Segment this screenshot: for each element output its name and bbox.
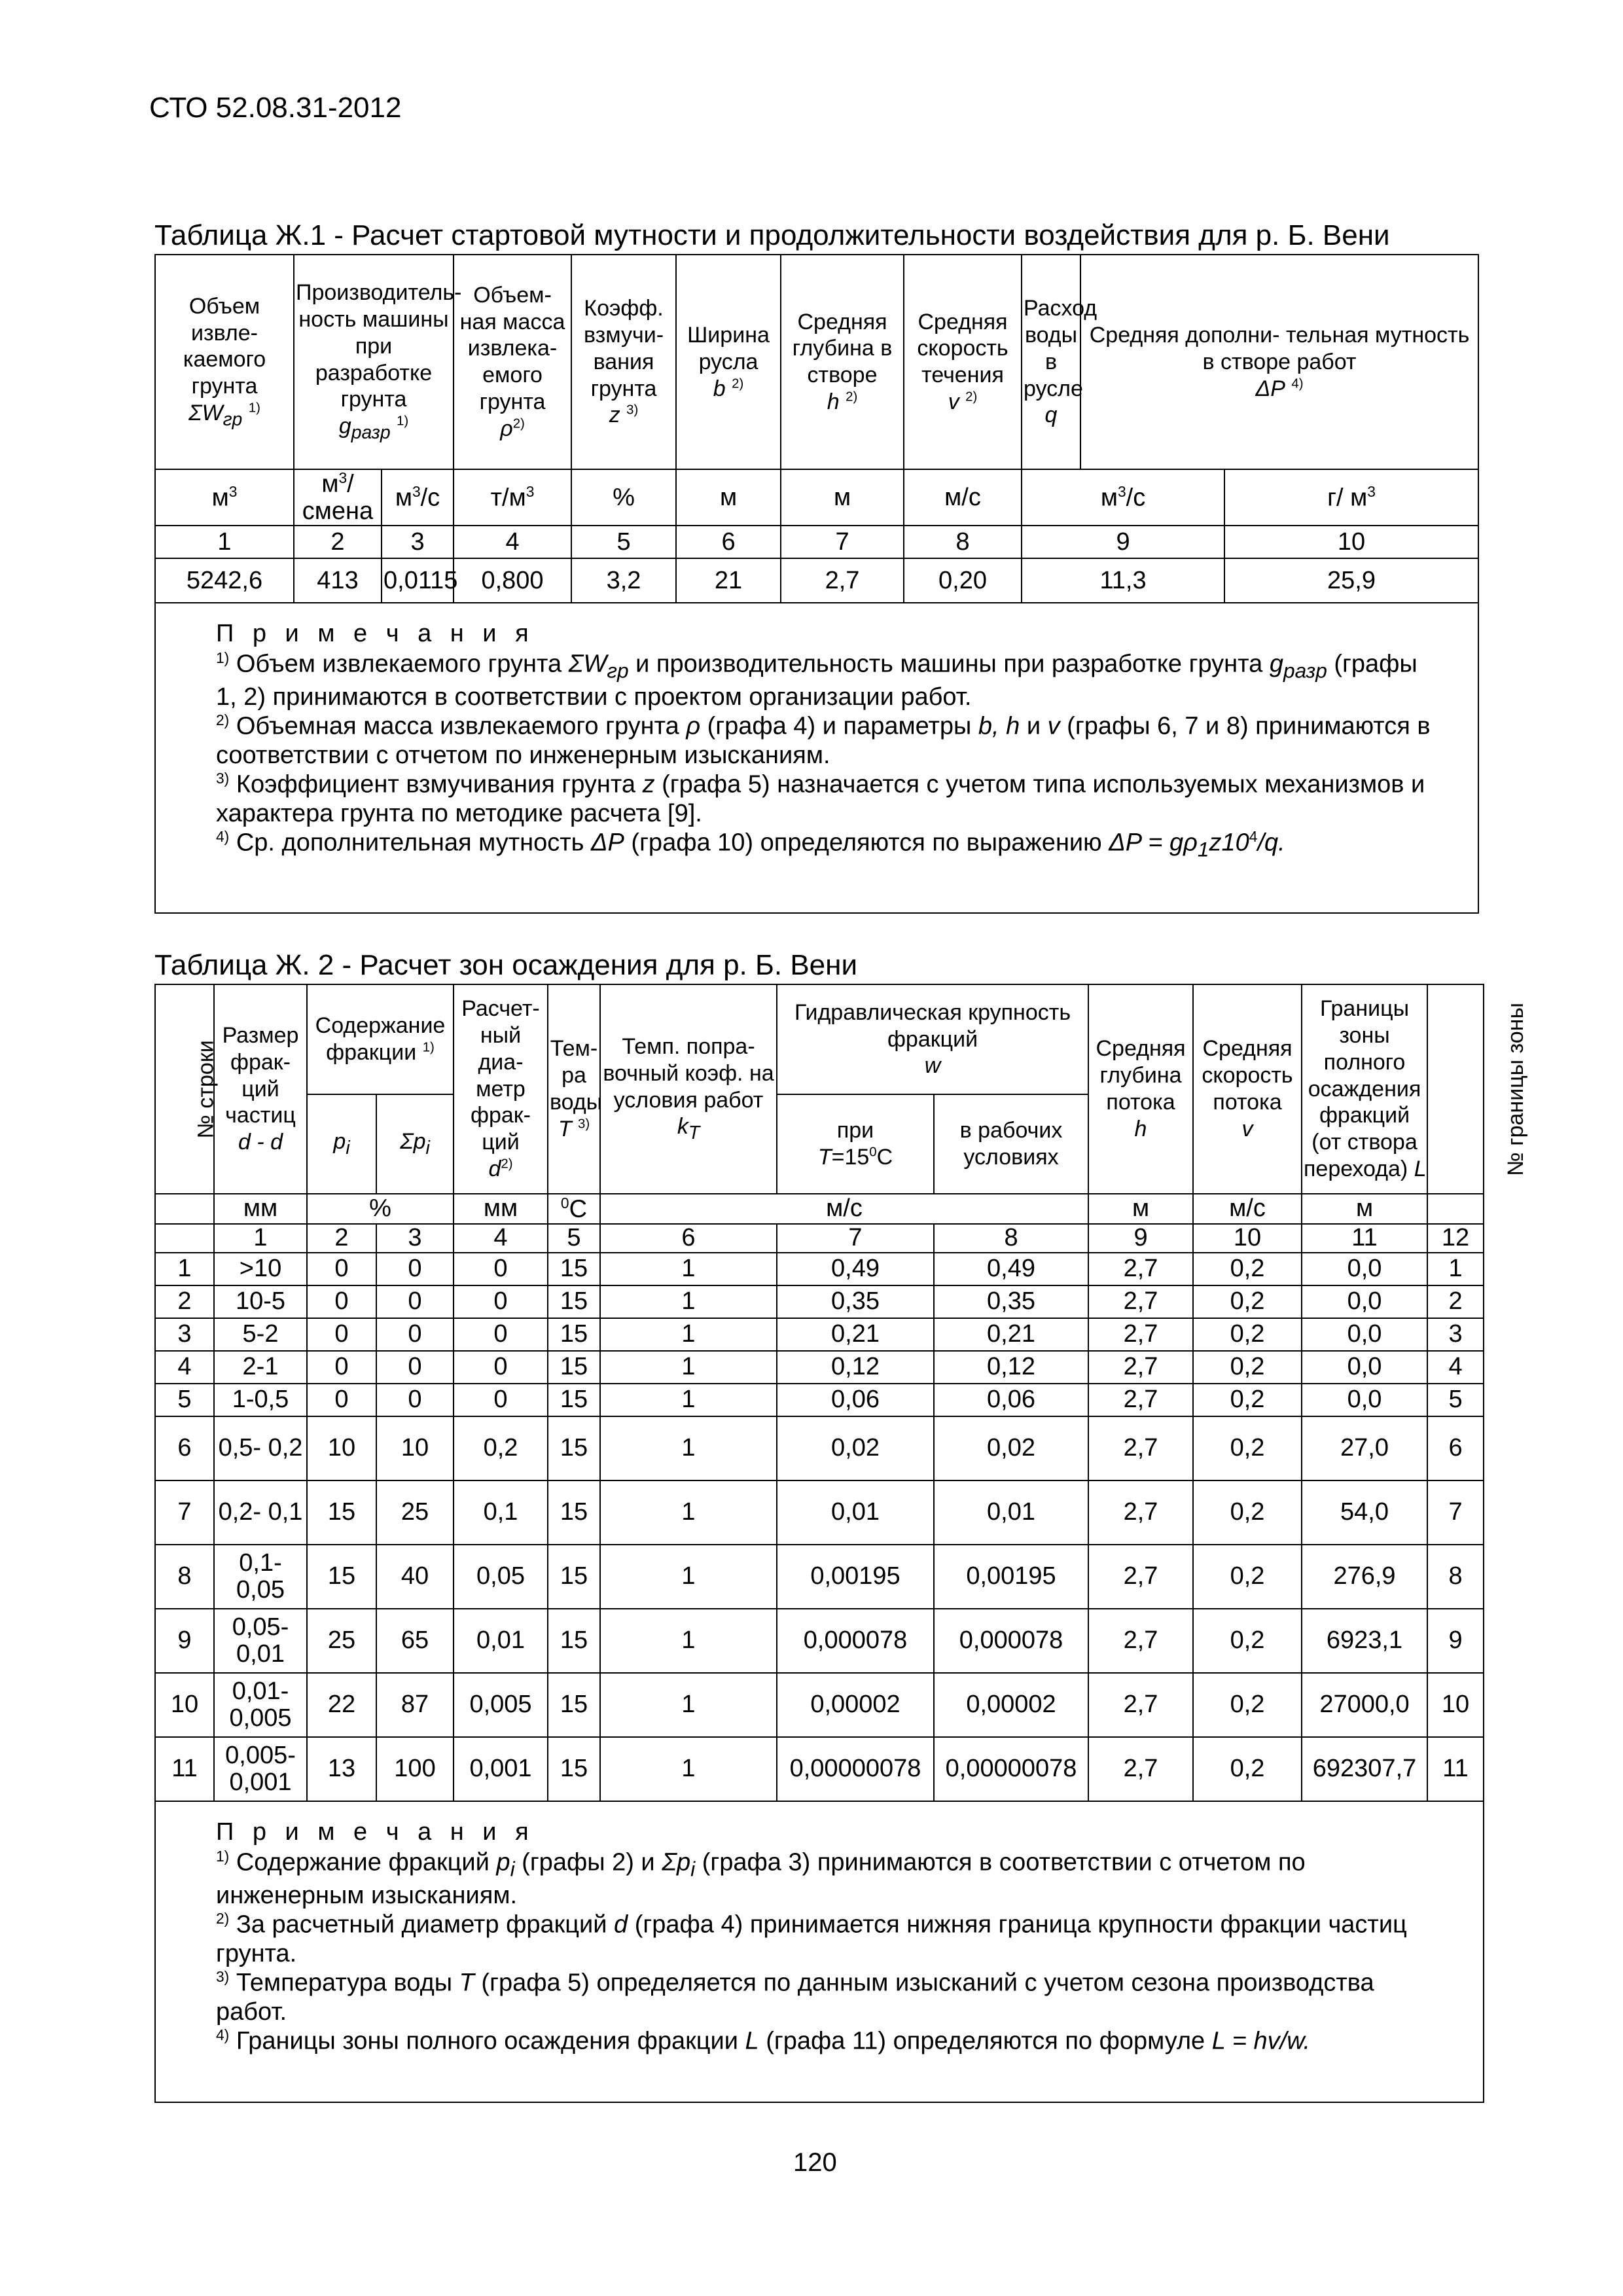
t1-unit: г/ $м^3$ xyxy=(1224,469,1478,526)
table-cell: 2,7 xyxy=(1088,1609,1193,1673)
table-cell: 0,0 xyxy=(1302,1253,1427,1285)
table-cell: 0,12 xyxy=(934,1351,1088,1384)
t2-unit: % xyxy=(307,1194,454,1224)
table-cell: 0,2 xyxy=(1193,1351,1302,1384)
table-cell: 0,06 xyxy=(934,1384,1088,1416)
table-cell: 15 xyxy=(548,1416,600,1480)
t1-head-turbidity: Средняя дополни- тельная мутность в створе работ ΔP $^{4)}$ xyxy=(1080,255,1478,469)
page-number: 120 xyxy=(793,2148,837,2177)
table-cell: 10 xyxy=(307,1416,376,1480)
t1-unit: $м^3/с$ xyxy=(1022,469,1224,526)
t2-note-1: $^{1)}$ Содержание фракций $p_i$ (графы 2) и $\Sigma p_i$ (графа 3) принимаются в соответствии с отчетом по инженерным изысканиям. xyxy=(216,1848,1306,1910)
t2-col-num: 11 xyxy=(1302,1224,1427,1253)
t2-col-num xyxy=(155,1224,214,1253)
table-cell: 0,0 xyxy=(1302,1285,1427,1318)
table-cell: 25 xyxy=(307,1609,376,1673)
table-cell: 0 xyxy=(454,1253,548,1285)
table-row xyxy=(155,1318,1484,1351)
table1-data-row xyxy=(155,558,1478,603)
t1-note-2: $^{2)}$ Объемная масса извлекаемого грунта ρ (графа 4) и параметры b, h и v (графы 6, 7 и 8) принимаются в соответствии с отчетом по инженерным изысканиям. xyxy=(216,711,1431,769)
t1-note-3: $^{3)}$ Коэффициент взмучивания грунта z (графа 5) назначается с учетом типа используемых механизмов и характера грунта по методике расчета [9]. xyxy=(216,770,1425,827)
t2-head-speed: Средняя скорость потока v xyxy=(1193,984,1302,1194)
t2-head-sum-pi: $\Sigma p_i$ xyxy=(376,1094,454,1194)
table-cell: 1 xyxy=(600,1416,777,1480)
table-cell: 27,0 xyxy=(1302,1416,1427,1480)
table-cell: 1 xyxy=(600,1545,777,1609)
table-cell: 0,001 xyxy=(454,1737,548,1801)
table2-body xyxy=(155,1253,1484,1801)
table-cell: 0,00000078 xyxy=(934,1737,1088,1801)
t2-head-depth: Средняя глубина потока h xyxy=(1088,984,1193,1194)
t2-unit: мм xyxy=(454,1194,548,1224)
table-cell: 2-1 xyxy=(214,1351,307,1384)
table-cell: 0,12 xyxy=(777,1351,934,1384)
table-cell: 7 xyxy=(1427,1480,1484,1545)
t1-unit: м xyxy=(676,469,781,526)
t2-unit: $^0$С xyxy=(548,1194,600,1224)
t1-notes-title: П р и м е ч а н и я xyxy=(216,620,535,648)
table-cell: 0,00002 xyxy=(934,1673,1088,1737)
table2-notes-row xyxy=(155,1801,1484,2102)
table1-notes xyxy=(155,603,1478,913)
t2-col-num: 3 xyxy=(376,1224,454,1253)
table-cell: 0,2- 0,1 xyxy=(214,1480,307,1545)
table-cell: 1 xyxy=(600,1253,777,1285)
table-cell: 2 xyxy=(155,1285,214,1318)
table-cell: 0,02 xyxy=(777,1416,934,1480)
table1-header-row xyxy=(155,255,1478,469)
table-cell: 9 xyxy=(155,1609,214,1673)
t1-unit: $м^3$/смена xyxy=(294,469,382,526)
table-cell: 9 xyxy=(1427,1609,1484,1673)
table-cell: 65 xyxy=(376,1609,454,1673)
table-cell: 1-0,5 xyxy=(214,1384,307,1416)
table-cell: 0,01- 0,005 xyxy=(214,1673,307,1737)
table-cell: 0,2 xyxy=(1193,1480,1302,1545)
table-cell: 0,1 xyxy=(454,1480,548,1545)
t2-head-working: в рабочих условиях xyxy=(934,1094,1088,1194)
table-cell: 0,05 xyxy=(454,1545,548,1609)
table-row xyxy=(155,1384,1484,1416)
table-cell: 0 xyxy=(307,1285,376,1318)
table-cell: 5-2 xyxy=(214,1318,307,1351)
t2-unit: м xyxy=(1088,1194,1193,1224)
t1-cell: 21 xyxy=(676,558,781,603)
t2-col-num: 7 xyxy=(777,1224,934,1253)
table-row xyxy=(155,1609,1484,1673)
table-cell: 27000,0 xyxy=(1302,1673,1427,1737)
table-cell: 2,7 xyxy=(1088,1416,1193,1480)
table-cell: 40 xyxy=(376,1545,454,1609)
t2-head-temperature: Тем- ра воды T $^{3)}$ xyxy=(548,984,600,1194)
table-cell: 2,7 xyxy=(1088,1737,1193,1801)
table1-notes-row xyxy=(155,603,1478,913)
table-cell: 11 xyxy=(155,1737,214,1801)
t2-note-4: $^{4)}$ Границы зоны полного осаждения фракции L (графа 11) определяются по формуле L = hv/w. xyxy=(216,2026,1311,2055)
table-cell: 3 xyxy=(1427,1318,1484,1351)
table-cell: 15 xyxy=(548,1673,600,1737)
t1-head-density: Объем- ная масса извлека- емого грунта $\rho^{2)}$ xyxy=(454,255,571,469)
table-cell: 0,005- 0,001 xyxy=(214,1737,307,1801)
table-cell: 0 xyxy=(376,1285,454,1318)
table-cell: 0,05- 0,01 xyxy=(214,1609,307,1673)
t2-head-boundary: Границы зоны полного осаждения фракций (от створа перехода) L xyxy=(1302,984,1427,1194)
table-cell: 10 xyxy=(155,1673,214,1737)
table-cell: 13 xyxy=(307,1737,376,1801)
t2-col-num: 8 xyxy=(934,1224,1088,1253)
t1-cell: 5242,6 xyxy=(155,558,294,603)
table-cell: 0,21 xyxy=(777,1318,934,1351)
t1-head-speed: Средняя скорость течения v $^{2)}$ xyxy=(904,255,1022,469)
table-cell: 4 xyxy=(1427,1351,1484,1384)
table-cell: 2 xyxy=(1427,1285,1484,1318)
table1-units-row xyxy=(155,469,1478,526)
table-row xyxy=(155,1673,1484,1737)
table2-header-row-1 xyxy=(155,984,1484,1094)
table-cell: 0,2 xyxy=(1193,1253,1302,1285)
t1-head-discharge: Расход воды в русле q xyxy=(1022,255,1080,469)
table-row xyxy=(155,1480,1484,1545)
t1-unit: $м^3$ xyxy=(155,469,294,526)
t1-cell: 0,20 xyxy=(904,558,1022,603)
table-cell: 0,0 xyxy=(1302,1318,1427,1351)
table-cell: 0 xyxy=(307,1384,376,1416)
table-cell: 0,005 xyxy=(454,1673,548,1737)
table-cell: 10 xyxy=(376,1416,454,1480)
table-cell: 4 xyxy=(155,1351,214,1384)
table-cell: 0,02 xyxy=(934,1416,1088,1480)
table-cell: 15 xyxy=(307,1480,376,1545)
t1-head-volume: Объем извле- каемого грунта $\Sigma W_{гр}$ $^{1)}$ xyxy=(155,255,294,469)
table-cell: 100 xyxy=(376,1737,454,1801)
table-cell: 0,0 xyxy=(1302,1351,1427,1384)
t1-head-coefficient: Коэфф. взмучи- вания грунта z $^{3)}$ xyxy=(571,255,676,469)
t2-unit: м/с xyxy=(1193,1194,1302,1224)
table-cell: 15 xyxy=(548,1384,600,1416)
table-cell: 0,0 xyxy=(1302,1384,1427,1416)
t2-head-pi: $p_i$ xyxy=(307,1094,376,1194)
table-cell: 2,7 xyxy=(1088,1351,1193,1384)
table-cell: 0,2 xyxy=(1193,1609,1302,1673)
t2-unit: м xyxy=(1302,1194,1427,1224)
table-cell: 0,000078 xyxy=(934,1609,1088,1673)
table-cell: 0 xyxy=(376,1384,454,1416)
table-row xyxy=(155,1351,1484,1384)
t1-unit: м xyxy=(781,469,904,526)
table-cell: 0,06 xyxy=(777,1384,934,1416)
table-cell: 2,7 xyxy=(1088,1285,1193,1318)
t1-col-num: 10 xyxy=(1224,526,1478,558)
table-cell: 6 xyxy=(155,1416,214,1480)
t1-head-depth: Средняя глубина в створе h $^{2)}$ xyxy=(781,255,904,469)
table-cell: 0 xyxy=(376,1351,454,1384)
table-cell: 15 xyxy=(548,1480,600,1545)
table-cell: 0,01 xyxy=(454,1609,548,1673)
t1-head-productivity: Производитель- ность машины при разработке грунта $g_{разр}$ $^{1)}$ xyxy=(294,255,454,469)
t1-head-width: Ширина русла b $^{2)}$ xyxy=(676,255,781,469)
table-cell: 1 xyxy=(155,1253,214,1285)
table-row xyxy=(155,1253,1484,1285)
table-cell: 1 xyxy=(600,1673,777,1737)
table-cell: >10 xyxy=(214,1253,307,1285)
table-cell: 25 xyxy=(376,1480,454,1545)
table-cell: 54,0 xyxy=(1302,1480,1427,1545)
t2-head-zone-number: № границы зоны xyxy=(1427,984,1484,1194)
table1 xyxy=(154,254,1479,914)
table-cell: 0,2 xyxy=(1193,1673,1302,1737)
table-cell: 0,5- 0,2 xyxy=(214,1416,307,1480)
table-cell: 1 xyxy=(600,1737,777,1801)
table-cell: 0,000078 xyxy=(777,1609,934,1673)
t2-col-num: 6 xyxy=(600,1224,777,1253)
table1-numbers-row xyxy=(155,526,1478,558)
t1-cell: 11,3 xyxy=(1022,558,1224,603)
table-cell: 15 xyxy=(548,1351,600,1384)
t2-head-size: Размер фрак- ций частиц d - d xyxy=(214,984,307,1194)
table-cell: 15 xyxy=(548,1737,600,1801)
t2-notes-title: П р и м е ч а н и я xyxy=(216,1818,535,1846)
t1-cell: 25,9 xyxy=(1224,558,1478,603)
table-cell: 0,01 xyxy=(777,1480,934,1545)
table-cell: 0,00002 xyxy=(777,1673,934,1737)
table-cell: 0,49 xyxy=(934,1253,1088,1285)
t2-unit xyxy=(155,1194,214,1224)
t1-unit: % xyxy=(571,469,676,526)
t1-cell: 3,2 xyxy=(571,558,676,603)
table2-notes xyxy=(155,1801,1484,2102)
table-cell: 7 xyxy=(155,1480,214,1545)
table-cell: 0 xyxy=(307,1318,376,1351)
t1-col-num: 8 xyxy=(904,526,1022,558)
table-cell: 0,49 xyxy=(777,1253,934,1285)
table-cell: 0,1- 0,05 xyxy=(214,1545,307,1609)
table2 xyxy=(154,984,1528,2103)
t2-head-at-15c: при $T=15^0С$ xyxy=(777,1094,934,1194)
t1-col-num: 4 xyxy=(454,526,571,558)
t1-note-1: $^{1)}$ Объем извлекаемого грунта $\Sigma W_{гр}$ и производительность машины при разработке грунта $g_{разр}$ (графы 1, 2) принимаются в соответствии с проектом организации работ. xyxy=(216,649,1418,711)
table-cell: 1 xyxy=(600,1609,777,1673)
table1-caption: Таблица Ж.1 - Расчет стартовой мутности и продолжительности воздействия для р. Б. Вени xyxy=(154,219,1390,251)
t1-unit: $м^3/с$ xyxy=(382,469,454,526)
table-cell: 0,2 xyxy=(1193,1545,1302,1609)
t1-cell: 0,800 xyxy=(454,558,571,603)
t2-unit xyxy=(1427,1194,1484,1224)
table-cell: 87 xyxy=(376,1673,454,1737)
table-cell: 1 xyxy=(600,1318,777,1351)
t1-note-4: $^{4)}$ Ср. дополнительная мутность ΔP (графа 10) определяются по выражению $\Delta P = g\rho_1z10^4/q$. xyxy=(216,827,1285,861)
table-cell: 0 xyxy=(307,1351,376,1384)
table-cell: 2,7 xyxy=(1088,1384,1193,1416)
t2-head-row-number: № строки xyxy=(155,984,214,1194)
t1-col-num: 9 xyxy=(1022,526,1224,558)
t1-col-num: 7 xyxy=(781,526,904,558)
t1-cell: 0,0115 xyxy=(382,558,454,603)
table-cell: 5 xyxy=(1427,1384,1484,1416)
table-cell: 0,2 xyxy=(1193,1737,1302,1801)
table-cell: 0,00195 xyxy=(777,1545,934,1609)
t1-cell: 2,7 xyxy=(781,558,904,603)
table-cell: 3 xyxy=(155,1318,214,1351)
table-cell: 22 xyxy=(307,1673,376,1737)
table-cell: 0 xyxy=(454,1285,548,1318)
t2-note-2: $^{2)}$ За расчетный диаметр фракций d (графа 4) принимается нижняя граница крупности фракции частиц грунта. xyxy=(216,1910,1407,1967)
t2-col-num: 1 xyxy=(214,1224,307,1253)
table-cell: 15 xyxy=(548,1609,600,1673)
table-cell: 0,35 xyxy=(934,1285,1088,1318)
table-cell: 0 xyxy=(454,1351,548,1384)
table-row xyxy=(155,1416,1484,1480)
t1-col-num: 1 xyxy=(155,526,294,558)
document-code: СТО 52.08.31-2012 xyxy=(149,92,402,124)
table-cell: 6923,1 xyxy=(1302,1609,1427,1673)
table-cell: 0,2 xyxy=(1193,1384,1302,1416)
table-cell: 15 xyxy=(307,1545,376,1609)
table-cell: 11 xyxy=(1427,1737,1484,1801)
table-cell: 0,2 xyxy=(454,1416,548,1480)
t2-head-content: Содержание фракции $^{1)}$ xyxy=(307,984,454,1094)
table-cell: 692307,7 xyxy=(1302,1737,1427,1801)
table-cell: 8 xyxy=(1427,1545,1484,1609)
t2-head-coefficient: Темп. попра- вочный коэф. на условия работ $k_T$ xyxy=(600,984,777,1194)
table-cell: 0,00000078 xyxy=(777,1737,934,1801)
t2-col-num: 9 xyxy=(1088,1224,1193,1253)
t2-col-num: 10 xyxy=(1193,1224,1302,1253)
table-cell: 276,9 xyxy=(1302,1545,1427,1609)
table-cell: 6 xyxy=(1427,1416,1484,1480)
table-cell: 2,7 xyxy=(1088,1253,1193,1285)
table-cell: 0,2 xyxy=(1193,1318,1302,1351)
table-cell: 0,01 xyxy=(934,1480,1088,1545)
table-cell: 15 xyxy=(548,1545,600,1609)
table-cell: 0,2 xyxy=(1193,1285,1302,1318)
t1-col-num: 5 xyxy=(571,526,676,558)
table2-caption: Таблица Ж. 2 - Расчет зон осаждения для р. Б. Вени xyxy=(154,949,858,981)
table-cell: 0,2 xyxy=(1193,1416,1302,1480)
t2-col-num: 12 xyxy=(1427,1224,1484,1253)
table-row xyxy=(155,1737,1484,1801)
t2-col-num: 5 xyxy=(548,1224,600,1253)
t2-unit: м/с xyxy=(600,1194,1088,1224)
table-cell: 8 xyxy=(155,1545,214,1609)
table-cell: 1 xyxy=(600,1285,777,1318)
table-cell: 2,7 xyxy=(1088,1673,1193,1737)
table-cell: 1 xyxy=(1427,1253,1484,1285)
t2-unit: мм xyxy=(214,1194,307,1224)
t1-unit: $т/м^3$ xyxy=(454,469,571,526)
table-row xyxy=(155,1545,1484,1609)
table-cell: 15 xyxy=(548,1318,600,1351)
table-cell: 0 xyxy=(376,1253,454,1285)
table2-units-row xyxy=(155,1194,1484,1224)
table-cell: 5 xyxy=(155,1384,214,1416)
t2-col-num: 2 xyxy=(307,1224,376,1253)
t1-col-num: 6 xyxy=(676,526,781,558)
table-cell: 2,7 xyxy=(1088,1318,1193,1351)
table2-numbers-row xyxy=(155,1224,1484,1253)
t2-col-num: 4 xyxy=(454,1224,548,1253)
table-cell: 0,21 xyxy=(934,1318,1088,1351)
table-cell: 0 xyxy=(454,1384,548,1416)
table-cell: 1 xyxy=(600,1384,777,1416)
t2-note-3: $^{3)}$ Температура воды T (графа 5) определяется по данным изысканий с учетом сезона производства работ. xyxy=(216,1967,1374,2026)
table-cell: 1 xyxy=(600,1480,777,1545)
table-cell: 10 xyxy=(1427,1673,1484,1737)
table-cell: 0,35 xyxy=(777,1285,934,1318)
table-cell: 0 xyxy=(307,1253,376,1285)
table-cell: 15 xyxy=(548,1253,600,1285)
table-cell: 15 xyxy=(548,1285,600,1318)
t2-head-diameter: Расчет- ный диа- метр фрак- ций $d^{2)}$ xyxy=(454,984,548,1194)
t2-head-hydraulic: Гидравлическая крупность фракций w xyxy=(777,984,1088,1094)
table-cell: 2,7 xyxy=(1088,1545,1193,1609)
table-cell: 1 xyxy=(600,1351,777,1384)
table-cell: 0 xyxy=(376,1318,454,1351)
table-cell: 2,7 xyxy=(1088,1480,1193,1545)
t1-col-num: 3 xyxy=(382,526,454,558)
table-row xyxy=(155,1285,1484,1318)
table-cell: 10-5 xyxy=(214,1285,307,1318)
table-cell: 0 xyxy=(454,1318,548,1351)
t1-unit: м/с xyxy=(904,469,1022,526)
table-cell: 0,00195 xyxy=(934,1545,1088,1609)
t1-cell: 413 xyxy=(294,558,382,603)
t1-col-num: 2 xyxy=(294,526,382,558)
